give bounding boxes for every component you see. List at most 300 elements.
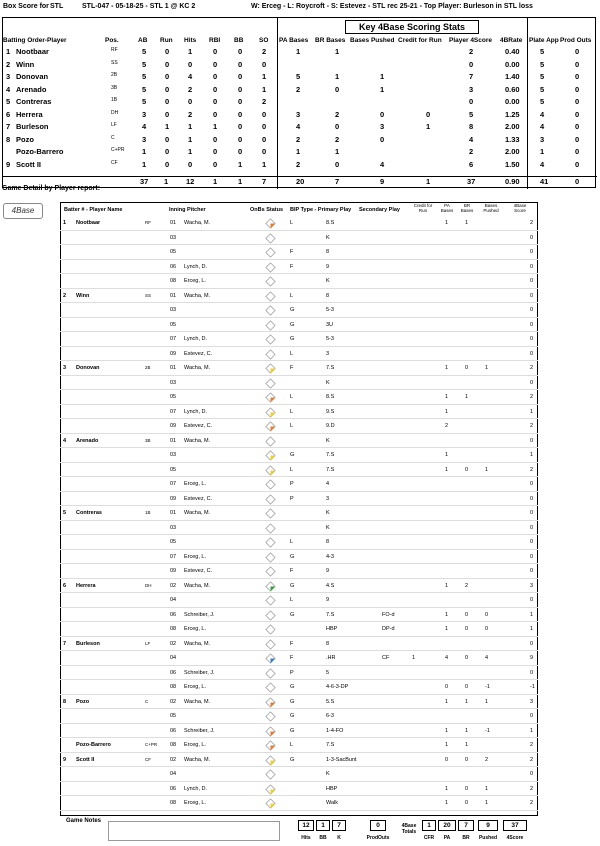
play-cell-br: 1 <box>465 220 469 226</box>
footer-pa-label: PA <box>443 835 451 841</box>
4base-logo: 4Base <box>3 203 43 219</box>
base-diamond-icon <box>265 276 276 287</box>
base-diamond-icon <box>265 407 276 418</box>
base-diamond-icon <box>265 682 276 693</box>
base-diamond-icon <box>265 537 276 548</box>
play-cell-score: 1 <box>530 611 534 618</box>
footer-totals-label: 4Base Totals <box>401 823 417 835</box>
box-cell-n: 3 <box>6 72 11 81</box>
box-cell-bb: 0 <box>238 122 243 131</box>
box-cell-name: Pozo <box>16 134 34 144</box>
play-cell-pa: 1 <box>445 220 449 226</box>
box-cell-run: 0 <box>165 47 170 56</box>
play-cell-sec: FO-d <box>382 611 395 618</box>
play-cell-bn: 1 <box>63 220 67 226</box>
play-cell-score: 0 <box>530 568 534 574</box>
play-cell-name: Scott II <box>76 756 95 763</box>
box-cell-run: 0 <box>165 84 170 94</box>
play-cell-br: 1 <box>465 727 469 734</box>
play-cell-pit: Erceg, L. <box>184 626 207 632</box>
box-row <box>3 60 597 71</box>
box-cell-pos: RF <box>111 47 118 53</box>
play-cell-inn: 08 <box>170 278 177 284</box>
play-cell-push: 2 <box>485 756 489 763</box>
footer-br-label: BR <box>462 835 470 841</box>
play-row <box>60 318 538 333</box>
box-cell-cfr: 1 <box>426 122 431 131</box>
base-diamond-icon <box>265 363 276 374</box>
play-row <box>60 405 538 420</box>
box-cell-hits: 1 <box>188 122 193 131</box>
col-br-bases: BR Bases <box>315 37 346 44</box>
play-cell-inn: 01 <box>170 437 177 444</box>
box-cell-app: 5 <box>540 59 545 69</box>
play-cell-bip: G <box>290 756 295 763</box>
box-cell-n: 1 <box>6 47 11 56</box>
base-diamond-icon <box>265 552 276 563</box>
box-cell-po: 0 <box>575 134 580 144</box>
col-4brate: 4BRate <box>500 37 523 44</box>
box-cell-bb: 0 <box>238 72 243 81</box>
play-cell-score: 9 <box>530 655 534 661</box>
play-row <box>60 245 538 260</box>
box-cell-po: 0 <box>575 59 580 69</box>
play-cell-pit: Estevez, C. <box>184 423 213 429</box>
box-cell-score: 3 <box>469 84 474 94</box>
box-cell-pos: DH <box>111 109 119 116</box>
col-credit-for-run: Credit for Run <box>398 37 442 44</box>
box-cell-hits: 0 <box>188 159 193 169</box>
play-row <box>60 216 538 231</box>
play-cell-name: Donovan <box>76 365 100 371</box>
gd-col-br: BR Bases <box>460 203 474 213</box>
play-cell-play: 7.S <box>326 365 335 371</box>
base-diamond-icon <box>265 421 276 432</box>
box-cell-ab: 5 <box>142 47 147 56</box>
box-cell-po: 0 <box>575 47 580 56</box>
box-cell-so: 2 <box>262 97 267 106</box>
play-cell-name: Pozo-Barrero <box>76 742 111 748</box>
game-notes-label: Game Notes <box>66 818 102 824</box>
box-cell-rate: 2.00 <box>505 147 520 156</box>
play-row <box>60 506 538 521</box>
box-cell-run: 0 <box>165 59 170 69</box>
play-cell-play: 8.S <box>326 394 335 400</box>
base-diamond-icon <box>265 624 276 635</box>
play-row <box>60 709 538 724</box>
play-cell-inn: 09 <box>170 568 177 574</box>
box-cell-rbi: 0 <box>213 72 218 81</box>
play-cell-score: 0 <box>530 713 534 719</box>
play-cell-inn: 08 <box>170 626 177 632</box>
play-cell-score: 2 <box>530 365 534 371</box>
play-cell-play: 8 <box>326 292 330 299</box>
gd-col-bip: BIP Type - Primary Play <box>290 207 352 213</box>
box-cell-br: 1 <box>335 147 340 156</box>
play-cell-pit: Erceg, L. <box>184 481 207 487</box>
play-cell-pos: 1B <box>145 510 151 515</box>
play-cell-play: 8.S <box>326 220 335 226</box>
footer-pa: 20 <box>438 820 456 831</box>
box-cell-score: 6 <box>469 159 474 169</box>
base-diamond-icon <box>265 392 276 403</box>
play-cell-play: 4 <box>326 481 330 487</box>
box-cell-ab: 3 <box>142 134 147 144</box>
play-cell-inn: 04 <box>170 597 177 603</box>
gd-col-inning: Inning Pitcher <box>169 207 206 213</box>
play-cell-pa: 1 <box>445 466 449 473</box>
play-cell-bip: G <box>290 307 295 313</box>
box-cell-rbi: 1 <box>213 122 218 131</box>
box-cell-n: 7 <box>6 122 11 131</box>
box-row <box>3 72 597 83</box>
play-cell-bn: 4 <box>63 437 67 444</box>
box-cell-ab: 5 <box>142 84 147 94</box>
play-cell-score: 0 <box>530 437 534 444</box>
box-cell-hits: 1 <box>188 134 193 144</box>
play-cell-play: 7.S <box>326 742 335 748</box>
box-cell-run: 0 <box>165 109 170 119</box>
play-cell-pa: 0 <box>445 756 449 763</box>
box-cell-rbi: 0 <box>213 147 218 156</box>
footer-pushed: 9 <box>478 820 498 831</box>
box-score-table <box>2 17 596 188</box>
box-cell-po: 0 <box>575 122 580 131</box>
base-diamond-icon <box>265 305 276 316</box>
play-cell-bip: G <box>290 611 295 618</box>
box-cell-app: 5 <box>540 97 545 106</box>
play-cell-score: 2 <box>530 466 534 473</box>
box-cell-push: 1 <box>380 72 385 81</box>
box-cell-rate: 1.40 <box>505 72 520 81</box>
box-cell-so: 0 <box>262 59 267 69</box>
footer-score: 37 <box>503 820 527 831</box>
play-cell-pa: 1 <box>445 394 449 400</box>
play-cell-inn: 02 <box>170 582 177 589</box>
box-cell-rate: 0.00 <box>505 59 520 69</box>
box-cell-ab: 5 <box>142 72 147 81</box>
play-cell-pit: Lynch, D. <box>184 263 208 270</box>
play-row <box>60 332 538 347</box>
box-cell-so: 1 <box>262 84 267 94</box>
play-row <box>60 303 538 318</box>
play-row <box>60 782 538 797</box>
play-row <box>60 521 538 536</box>
gd-col-pa: PA Bases <box>440 203 454 213</box>
box-cell-rbi: 0 <box>213 159 218 169</box>
play-row <box>60 637 538 652</box>
play-row <box>60 724 538 739</box>
play-cell-inn: 01 <box>170 220 177 226</box>
box-row <box>3 47 597 58</box>
play-cell-score: 0 <box>530 539 534 545</box>
play-cell-bn: 7 <box>63 640 67 647</box>
box-cell-hits: 4 <box>188 72 193 81</box>
play-cell-pit: Erceg, L. <box>184 553 207 560</box>
base-diamond-icon <box>265 711 276 722</box>
base-diamond-icon <box>265 479 276 490</box>
base-diamond-icon <box>265 508 276 519</box>
play-cell-play: 1-3-SacBunt <box>326 756 357 763</box>
box-cell-pos: C <box>111 134 115 141</box>
base-diamond-icon <box>265 349 276 360</box>
base-diamond-icon <box>265 320 276 331</box>
footer-cfr: 1 <box>422 820 436 831</box>
play-cell-pos: DH <box>145 582 152 588</box>
play-row <box>60 666 538 681</box>
play-cell-pa: 1 <box>445 800 449 806</box>
play-cell-score: 0 <box>530 510 534 516</box>
play-cell-pit: Erceg, L. <box>184 278 207 284</box>
header-decisions: W: Erceg - L: Roycroft - S: Estevez - STL rec 25-21 - Top Player: Burleson in STL loss <box>251 3 533 10</box>
box-cell-run: 0 <box>165 97 170 106</box>
base-diamond-icon <box>265 653 276 664</box>
box-cell-name: Pozo-Barrero <box>16 147 64 156</box>
box-cell-n: 2 <box>6 59 11 69</box>
box-cell-push: 3 <box>380 122 385 131</box>
base-diamond-icon <box>265 233 276 244</box>
play-cell-pos: SS <box>145 292 152 298</box>
play-cell-pit: Wacha, M. <box>184 698 211 705</box>
play-cell-inn: 06 <box>170 611 177 618</box>
box-row <box>3 85 597 96</box>
box-cell-bb: 0 <box>238 109 243 119</box>
play-cell-bip: G <box>290 698 295 705</box>
box-cell-rbi: 0 <box>213 59 218 69</box>
play-cell-play: 4-6-3-DP <box>326 684 349 690</box>
box-cell-name: Herrera <box>16 109 43 119</box>
box-cell-score: 2 <box>469 47 474 56</box>
play-cell-play: K <box>326 771 330 777</box>
base-diamond-icon <box>265 291 276 302</box>
play-cell-bip: L <box>290 292 294 299</box>
play-cell-play: K <box>326 278 330 284</box>
box-cell-n: 9 <box>6 159 11 169</box>
play-cell-inn: 02 <box>170 640 177 647</box>
play-cell-inn: 04 <box>170 655 177 661</box>
play-cell-inn: 01 <box>170 510 177 516</box>
box-row <box>3 122 597 133</box>
footer-hits: 12 <box>298 820 314 831</box>
box-cell-br: 1 <box>335 72 340 81</box>
play-cell-bip: L <box>290 394 294 400</box>
play-cell-play: HBP <box>326 626 338 632</box>
box-cell-cfr: 0 <box>426 109 431 119</box>
box-cell-name: Contreras <box>16 97 52 106</box>
play-cell-name: Nootbaar <box>76 220 101 226</box>
play-cell-bn: 5 <box>63 510 67 516</box>
box-row <box>3 160 597 171</box>
base-diamond-icon <box>265 334 276 345</box>
footer-cfr-label: CFR <box>423 835 435 841</box>
box-cell-bb: 0 <box>238 84 243 94</box>
box-cell-po: 0 <box>575 72 580 81</box>
play-cell-play: K <box>326 524 330 531</box>
box-cell-run: 0 <box>165 72 170 81</box>
play-cell-bip: F <box>290 249 294 255</box>
play-cell-score: -1 <box>530 684 535 690</box>
footer-bb: 1 <box>316 820 330 831</box>
play-cell-score: 2 <box>530 394 534 400</box>
gd-col-batter: Batter # - Player Name <box>64 207 123 213</box>
box-cell-run: 1 <box>165 122 170 131</box>
play-cell-score: 2 <box>530 742 534 748</box>
play-cell-pos: C+PR <box>145 742 158 747</box>
box-cell-score: 0 <box>469 97 474 106</box>
play-cell-name: Herrera <box>76 582 96 589</box>
box-cell-bb: 0 <box>238 134 243 144</box>
play-cell-inn: 02 <box>170 756 177 763</box>
play-cell-play: K <box>326 234 330 241</box>
base-diamond-icon <box>265 769 276 780</box>
play-cell-push: 1 <box>485 698 489 705</box>
play-cell-inn: 07 <box>170 481 177 487</box>
box-cell-pos: C+PR <box>111 147 125 153</box>
play-cell-inn: 09 <box>170 423 177 429</box>
play-row <box>60 390 538 405</box>
play-cell-cfr: 1 <box>412 655 416 661</box>
box-cell-bb: 0 <box>238 97 243 106</box>
gd-col-cfr: Credit for Run <box>413 203 433 213</box>
play-cell-play: .HR <box>326 655 336 661</box>
box-cell-pos: 1B <box>111 97 118 103</box>
game-detail-label: Game Detail by Player report: <box>2 185 101 192</box>
footer-pushed-label: Pushed <box>478 835 498 841</box>
play-cell-play: 8 <box>326 640 330 647</box>
col-rbi: RBI <box>209 37 221 44</box>
play-cell-play: K <box>326 437 330 444</box>
play-cell-score: 0 <box>530 321 534 328</box>
play-cell-br: 2 <box>465 582 469 589</box>
play-row <box>60 767 538 782</box>
play-cell-pa: 1 <box>445 582 449 589</box>
base-diamond-icon <box>265 523 276 534</box>
box-cell-run: 0 <box>165 134 170 144</box>
play-cell-inn: 07 <box>170 408 177 415</box>
play-cell-bip: P <box>290 481 294 487</box>
play-cell-play: 9.D <box>326 423 335 429</box>
box-cell-name: Nootbaar <box>16 47 49 56</box>
box-cell-score: 7 <box>469 72 474 81</box>
play-row <box>60 260 538 275</box>
play-cell-sec: CF <box>382 655 390 661</box>
play-cell-inn: 08 <box>170 742 177 748</box>
play-cell-pa: 1 <box>445 611 449 618</box>
box-cell-hits: 0 <box>188 97 193 106</box>
box-cell-rbi: 0 <box>213 109 218 119</box>
play-cell-bip: L <box>290 742 294 748</box>
box-cell-po: 0 <box>575 159 580 169</box>
box-cell-hits: 1 <box>188 47 193 56</box>
box-cell-ab: 1 <box>142 147 147 156</box>
play-cell-score: 0 <box>530 495 534 502</box>
play-cell-bip: G <box>290 582 295 589</box>
base-diamond-icon <box>265 450 276 461</box>
box-cell-pa: 5 <box>296 72 301 81</box>
play-cell-bip: P <box>290 669 294 676</box>
box-cell-score: 5 <box>469 109 474 119</box>
play-cell-inn: 08 <box>170 684 177 690</box>
box-cell-rbi: 0 <box>213 84 218 94</box>
play-cell-push: 0 <box>485 626 489 632</box>
play-cell-play: 7.S <box>326 466 335 473</box>
col-plate-app: Plate App <box>529 37 559 44</box>
box-cell-hits: 1 <box>188 147 193 156</box>
box-cell-rate: 1.33 <box>505 134 520 144</box>
play-cell-bip: L <box>290 539 294 545</box>
play-cell-pos: RF <box>145 220 151 225</box>
box-cell-name: Scott II <box>16 159 42 169</box>
play-cell-pit: Wacha, M. <box>184 510 211 516</box>
col-bb: BB <box>234 37 244 44</box>
base-diamond-icon <box>265 218 276 229</box>
play-cell-play: 7.S <box>326 452 335 458</box>
play-cell-inn: 05 <box>170 394 177 400</box>
play-cell-br: 0 <box>465 365 469 371</box>
play-cell-score: 2 <box>530 800 534 806</box>
box-cell-app: 5 <box>540 84 545 94</box>
play-cell-pit: Erceg, L. <box>184 800 207 806</box>
play-cell-inn: 05 <box>170 466 177 473</box>
base-diamond-icon <box>265 581 276 592</box>
play-cell-br: 0 <box>465 785 469 792</box>
play-row <box>60 492 538 507</box>
play-cell-pa: 1 <box>445 452 449 458</box>
game-notes-box[interactable] <box>108 821 280 841</box>
play-cell-inn: 02 <box>170 698 177 705</box>
play-cell-inn: 08 <box>170 800 177 806</box>
box-cell-bb: 0 <box>238 59 243 69</box>
header-team: STL <box>50 3 64 10</box>
play-cell-play: 9 <box>326 597 330 603</box>
play-cell-push: 0 <box>485 611 489 618</box>
play-cell-play: 3 <box>326 350 330 357</box>
box-cell-name: Burleson <box>16 122 49 131</box>
play-cell-play: 5-3 <box>326 336 334 342</box>
play-row <box>60 738 538 753</box>
play-cell-bip: L <box>290 220 294 226</box>
play-cell-bip: F <box>290 365 294 371</box>
play-cell-score: 0 <box>530 263 534 270</box>
base-diamond-icon <box>265 755 276 766</box>
play-cell-pa: 1 <box>445 365 449 371</box>
play-cell-inn: 01 <box>170 365 177 371</box>
play-cell-pos: LF <box>145 640 151 646</box>
play-cell-play: 5-3 <box>326 307 334 313</box>
play-cell-score: 0 <box>530 553 534 560</box>
play-cell-pa: 1 <box>445 727 449 734</box>
play-cell-push: 4 <box>485 655 489 661</box>
play-row <box>60 535 538 550</box>
play-cell-name: Arenado <box>76 437 99 444</box>
play-cell-bip: L <box>290 350 294 357</box>
box-cell-ab: 1 <box>142 159 147 169</box>
play-cell-score: 3 <box>530 582 534 589</box>
play-cell-score: 0 <box>530 292 534 299</box>
box-cell-run: 0 <box>165 147 170 156</box>
play-cell-play: 7.S <box>326 611 335 618</box>
footer-br: 7 <box>458 820 474 831</box>
play-cell-pit: Lynch, D. <box>184 408 208 415</box>
box-cell-rate: 0.00 <box>505 97 520 106</box>
play-cell-pit: Lynch, D. <box>184 336 208 342</box>
play-cell-pos: 2B <box>145 365 151 370</box>
base-diamond-icon <box>265 247 276 258</box>
base-diamond-icon <box>265 740 276 751</box>
play-cell-inn: 03 <box>170 524 177 531</box>
play-cell-inn: 01 <box>170 292 177 299</box>
play-cell-bip: G <box>290 684 295 690</box>
